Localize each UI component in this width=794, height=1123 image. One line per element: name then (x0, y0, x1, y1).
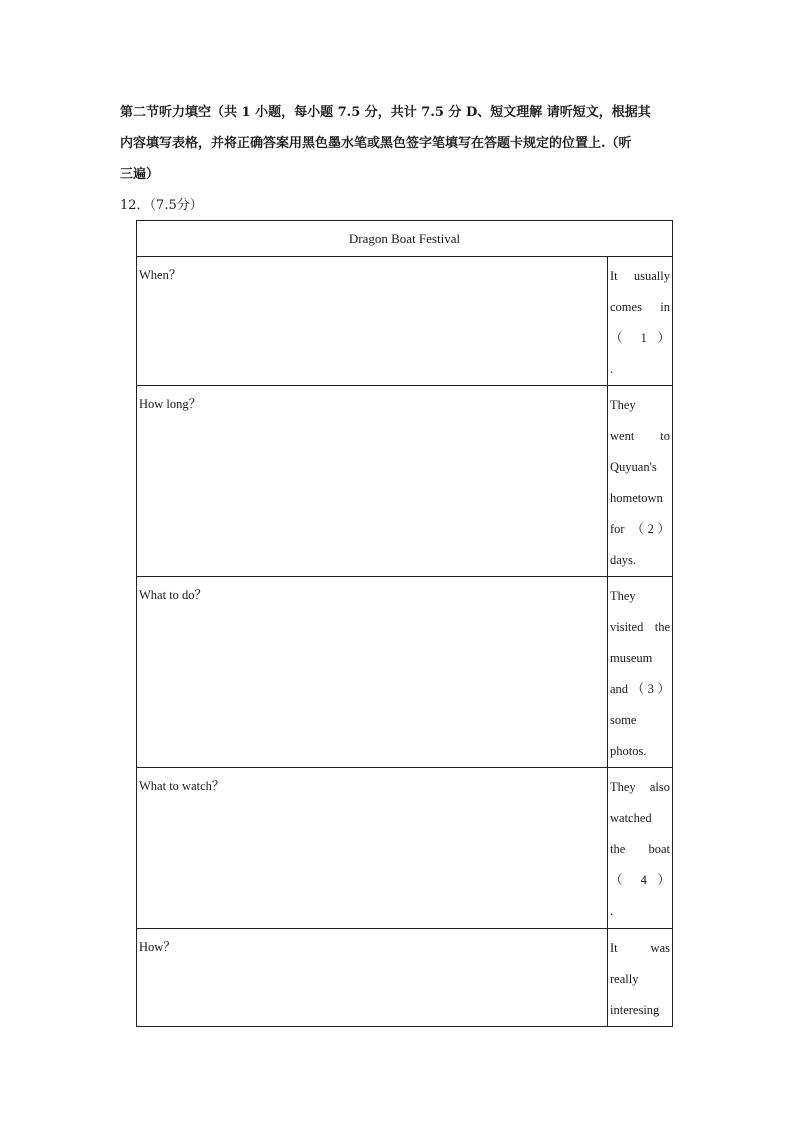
answer-line: some (610, 713, 637, 727)
answer-line: watched (610, 811, 652, 825)
section-instructions (120, 97, 680, 190)
row-label: When？ (139, 268, 182, 282)
answer-cell (608, 386, 673, 577)
answer-line: interesing (610, 1003, 660, 1017)
row-label-cell (137, 577, 608, 768)
answer-line: . (610, 904, 614, 918)
question-number: 12．（7.5分） (120, 198, 203, 213)
row-label: What to do？ (139, 588, 208, 602)
answer-line: comes in (610, 300, 670, 314)
answer-line: visited the (610, 620, 670, 634)
answer-line: They (610, 398, 636, 412)
row-label-cell (137, 929, 608, 1027)
table-row (137, 257, 673, 386)
row-label: What to watch？ (139, 779, 225, 793)
table-row (137, 577, 673, 768)
answer-line: It usually (610, 269, 670, 283)
answer-blank-4: （ 4 ） (610, 873, 670, 887)
table-title-cell (137, 221, 673, 257)
answer-line: went to (610, 429, 670, 443)
table-row (137, 929, 673, 1027)
table-title-row (137, 221, 673, 257)
answer-blank-2: for （2） (610, 522, 670, 536)
answer-line: . (610, 362, 614, 376)
row-label-cell (137, 768, 608, 929)
answer-cell (608, 768, 673, 929)
answer-line: Quyuan's (610, 460, 657, 474)
instruction-line-2: 内容填写表格，并将正确答案用黑色墨水笔或黑色签字笔填写在答题卡规定的位置上.（听 (120, 136, 632, 151)
answer-cell (608, 577, 673, 768)
row-label-cell (137, 257, 608, 386)
table-row (137, 386, 673, 577)
listening-table (136, 220, 673, 1027)
table-row (137, 768, 673, 929)
instruction-line-1: 第二节听力填空（共 1 小题，每小题 7.5 分，共计 7.5 分 D、短文理解 请听短文，根据其 (120, 105, 651, 120)
answer-line: really (610, 972, 639, 986)
row-label: How？ (139, 940, 176, 954)
answer-line: days. (610, 553, 637, 567)
row-label: How long？ (139, 397, 202, 411)
answer-line: the boat (610, 842, 670, 856)
answer-line: They also (610, 780, 670, 794)
row-label-cell (137, 386, 608, 577)
answer-line: hometown (610, 491, 663, 505)
answer-blank-3: and（3） (610, 682, 670, 696)
answer-line: museum (610, 651, 653, 665)
instruction-line-3: 三遍） (120, 167, 160, 182)
answer-blank-1: （ 1 ） (610, 331, 670, 345)
answer-line: photos. (610, 744, 647, 758)
answer-line: It was (610, 941, 670, 955)
answer-cell (608, 929, 673, 1027)
answer-line: They (610, 589, 636, 603)
answer-cell (608, 257, 673, 386)
table-title: Dragon Boat Festival (348, 230, 461, 246)
